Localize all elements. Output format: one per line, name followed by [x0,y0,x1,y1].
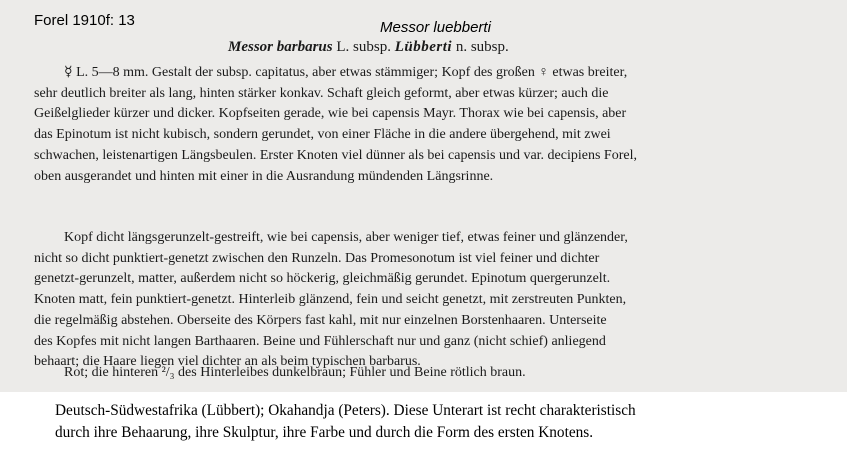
taxon-name-title: Messor luebberti [380,19,491,36]
heading-subspecies: Lübberti [394,39,453,55]
text-line: schwachen, leistenartigen Längsbeulen. Erster Knoten viel dünner als bei capensis und var. decipiens Forel, [34,147,637,163]
coloration-paragraph [34,363,840,384]
heading-author: L. subsp. [332,39,395,55]
distribution-note [55,400,845,444]
heading-genus-species: Messor barbarus [228,39,333,55]
text-line: oben ausgerandet und hinten mit einer in die Ausrandung mündenden Längsrinne. [34,168,494,184]
text-line: nicht so dicht punktiert-genetzt zwischen den Runzeln. Das Promesonotum ist viel feiner und dichter [34,250,600,266]
description-paragraph-1 [34,63,840,187]
text-line: behaart; die Haare liegen viel dichter an als beim typischen barbarus. [34,354,421,370]
text-line: das Epinotum ist nicht kubisch, sondern gerundet, von einer Fläche in die andere übergehend, mit zwei [34,127,611,143]
text-line: sehr deutlich breiter als lang, hinten stärker konkav. Schaft gleich geformt, aber etwas kürzer; auch die [34,85,609,101]
footer-line: Deutsch-Südwestafrika (Lübbert); Okahandja (Peters). Diese Unterart ist recht charakteristisch [55,402,636,419]
citation-label: Forel 1910f: 13 [34,12,135,29]
heading-rank: n. subsp. [452,39,509,55]
text-line: Rot; die hinteren ²/₃ des Hinterleibes dunkelbraun; Fühler und Beine rötlich braun. [64,365,526,380]
species-heading [228,39,509,56]
text-line: Kopf dicht längsgerunzelt-gestreift, wie bei capensis, aber weniger tief, etwas feiner und glänzender, [64,230,628,245]
text-line: Knoten matt, fein punktiert-genetzt. Hinterleib glänzend, fein und seicht genetzt, mit zerstreuten Punkten, [34,292,627,308]
text-line: die regelmäßig abstehen. Oberseite des Körpers fast kahl, mit nur einzelnen Borstenhaaren. Unterseite [34,312,607,328]
description-paragraph-2 [34,228,840,373]
text-line: Geißelglieder kürzer und dicker. Kopfseiten gerade, wie bei capensis Mayr. Thorax wie bei capensis, aber [34,106,627,122]
text-line: des Kopfes mit nicht langen Barthaaren. Beine und Fühlerschaft nur und ganz (nicht schief) anliegend [34,333,606,349]
footer-line: durch ihre Behaarung, ihre Skulptur, ihre Farbe und durch die Form des ersten Knotens. [55,424,594,441]
text-line: genetzt-gerunzelt, matter, außerdem nicht so höckerig, gleichmäßig gerundet. Epinotum quergerunzelt. [34,271,611,287]
text-line: ☿ L. 5—8 mm. Gestalt der subsp. capitatus, aber etwas stämmiger; Kopf des großen ♀ etwas breiter, [64,65,628,80]
